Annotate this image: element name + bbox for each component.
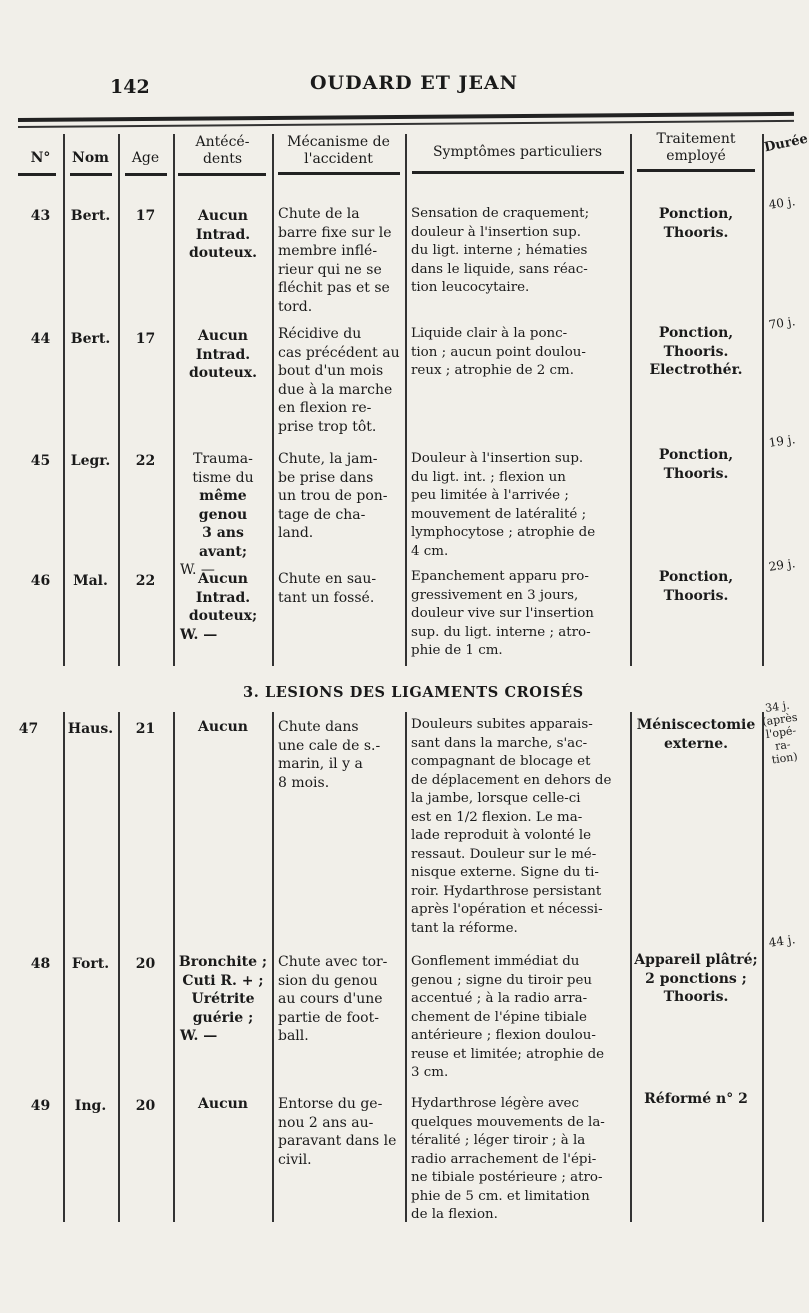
case-duree: 40 j.	[767, 194, 797, 212]
header-underline	[70, 173, 112, 176]
col-line	[405, 712, 407, 1222]
case-name: Bert.	[70, 208, 111, 224]
case-name: Bert.	[70, 331, 111, 347]
case-number: 46	[30, 573, 51, 589]
case-number: 44	[30, 331, 51, 347]
case-traitement: Réformé n° 2	[644, 1091, 748, 1107]
case-age: 20	[135, 956, 156, 972]
case-name: Legr.	[70, 453, 111, 469]
case-duree: 34 j. (après l'opé- ra- tion)	[761, 698, 799, 767]
top-rule-thin	[18, 120, 794, 128]
case-mecanisme: Chute, la jam- be prise dans un trou de pon- tage de cha- land.	[278, 451, 388, 541]
case-number: 43	[30, 208, 51, 224]
case-number: 49	[30, 1098, 51, 1114]
case-antecedents: Trauma- tisme du même genou 3 ans avant; W. —	[180, 451, 254, 578]
case-name: Mal.	[73, 573, 108, 589]
case-mecanisme: Récidive du cas précédent au bout d'un mois due à la marche en flexion re- prise trop tôt.	[278, 326, 400, 435]
case-mecanisme: Chute avec tor- sion du genou au cours d'une partie de foot- ball.	[278, 954, 388, 1044]
case-antecedents: Bronchite ; Cuti R. + ; Urétrite guérie ; W. —	[178, 954, 268, 1044]
case-age: 22	[135, 453, 156, 469]
case-duree: 44 j.	[767, 932, 797, 950]
col-line	[762, 134, 764, 666]
header-underline	[178, 173, 266, 176]
case-traitement: Ponction, Thooris.	[658, 569, 734, 604]
case-name: Ing.	[74, 1098, 107, 1114]
page-number: 142	[110, 76, 150, 98]
case-mecanisme: Chute en sau- tant un fossé.	[278, 571, 377, 606]
case-symptomes: Hydarthrose légère avec quelques mouvements de la- téralité ; léger tiroir ; à la radio arrachement de l'épi- ne tibiale postérieure ; atro- phie de 5 cm. et limitation de la flexion.	[411, 1096, 605, 1222]
col-line	[272, 712, 274, 1222]
header-no: N°	[30, 150, 51, 166]
header-underline	[18, 173, 56, 176]
running-head: OUDARD ET JEAN	[310, 72, 519, 94]
case-age: 22	[135, 573, 156, 589]
case-antecedents: Aucun Intrad. douteux.	[188, 328, 258, 381]
case-mecanisme: Chute de la barre fixe sur le membre inflé- rieur qui ne se fléchit pas et se tord.	[278, 206, 392, 315]
case-symptomes: Liquide clair à la ponc- tion ; aucun point doulou- reux ; atrophie de 2 cm.	[411, 326, 586, 378]
col-line	[272, 134, 274, 666]
case-number: 48	[30, 956, 51, 972]
case-antecedents: Aucun Intrad. douteux.	[188, 208, 258, 261]
header-mecanisme: Mécanisme de l'accident	[287, 134, 390, 167]
case-age: 21	[135, 721, 156, 737]
header-underline	[412, 171, 624, 174]
header-underline	[125, 173, 167, 176]
header-underline	[637, 169, 755, 172]
case-antecedents: Aucun	[198, 719, 248, 735]
case-duree: 19 j.	[767, 432, 797, 450]
case-symptomes: Douleurs subites apparais- sant dans la marche, s'ac- compagnant de blocage et de déplacement en dehors de la jambe, lorsque celle-ci est en 1/2 flexion. Le ma- lade reproduit à volonté le ressaut. Douleur sur le mé- nisque externe. Signe du ti- roir. Hydarthrose persistant après l'opération et nécessi- tant la réforme.	[411, 717, 612, 936]
case-duree: 29 j.	[767, 556, 797, 574]
header-nom: Nom	[72, 150, 109, 166]
case-symptomes: Douleur à l'insertion sup. du ligt. int. ; flexion un peu limitée à l'arrivée ; mouvement de latéralité ; lymphocytose ; atrophie de 4 cm.	[411, 451, 596, 559]
col-line	[762, 712, 764, 1222]
case-symptomes: Gonflement immédiat du genou ; signe du tiroir peu accentué ; à la radio arra- chement de l'épine tibiale antérieure ; flexion doulou- reuse et limitée; atrophie de 3 cm.	[411, 954, 605, 1080]
case-antecedents: Aucun Intrad. douteux; W. —	[180, 571, 258, 643]
header-antecedents: Antécé- dents	[195, 134, 250, 167]
case-traitement: Ponction, Thooris.	[658, 447, 734, 482]
case-name: Fort.	[71, 956, 110, 972]
case-number: 47	[18, 721, 39, 737]
header-underline	[278, 172, 400, 175]
header-age: Age	[131, 150, 160, 166]
case-traitement: Ponction, Thooris. Electrothér.	[649, 325, 743, 378]
case-duree: 70 j.	[767, 314, 797, 332]
case-symptomes: Sensation de craquement; douleur à l'insertion sup. du ligt. interne ; hématies dans le liquide, sans réac- tion leucocytaire.	[411, 206, 590, 295]
section-title: 3. LESIONS DES LIGAMENTS CROISÉS	[243, 684, 584, 701]
case-traitement: Méniscectomie externe.	[636, 717, 756, 752]
case-mecanisme: Entorse du ge- nou 2 ans au- paravant dans le civil.	[278, 1096, 397, 1168]
col-line	[173, 712, 175, 1222]
header-symptomes: Symptômes particuliers	[432, 144, 603, 160]
case-antecedents: Aucun	[198, 1096, 248, 1112]
col-line	[405, 134, 407, 666]
case-number: 45	[30, 453, 51, 469]
case-age: 20	[135, 1098, 156, 1114]
case-age: 17	[135, 331, 156, 347]
case-traitement: Appareil plâtré; 2 ponctions ; Thooris.	[634, 952, 758, 1005]
case-traitement: Ponction, Thooris.	[658, 206, 734, 241]
case-symptomes: Epanchement apparu pro- gressivement en 3 jours, douleur vive sur l'insertion sup. du ligt. interne ; atro- phie de 1 cm.	[411, 569, 594, 658]
case-age: 17	[135, 208, 156, 224]
header-traitement: Traitement employé	[656, 131, 736, 164]
col-line	[173, 134, 175, 666]
case-name: Haus.	[67, 721, 114, 737]
header-duree: Durée	[762, 131, 809, 156]
case-mecanisme: Chute dans une cale de s.- marin, il y a 8 mois.	[278, 719, 381, 791]
